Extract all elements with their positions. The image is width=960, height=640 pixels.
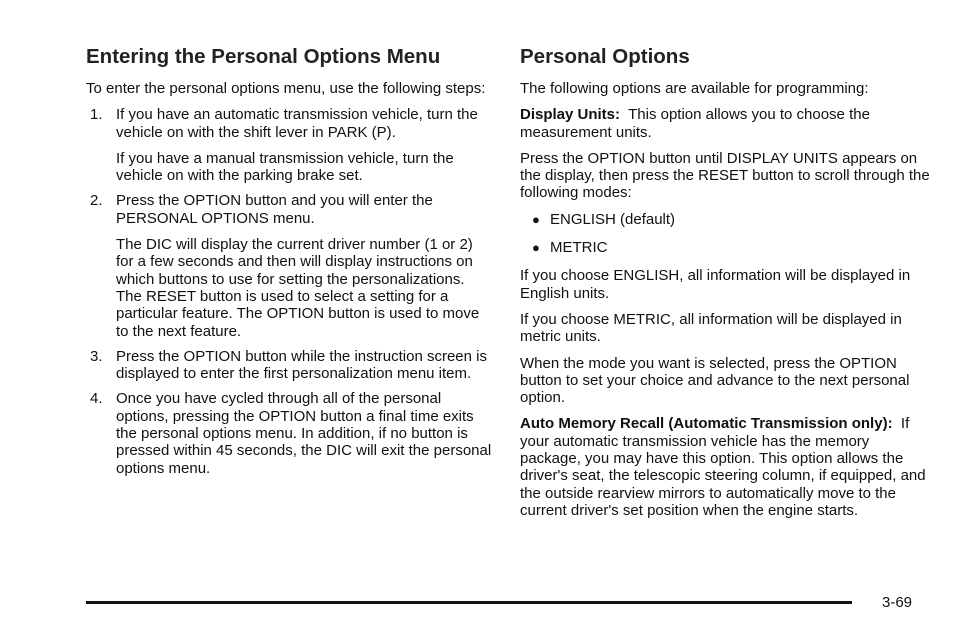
step-paragraph: Press the OPTION button while the instruction screen is displayed to enter the first personalization menu item. [116, 347, 487, 383]
step-body [116, 390, 494, 476]
list-item-mode-metric [520, 239, 930, 256]
list-item-mode-english [520, 211, 930, 228]
auto-memory-label: Auto Memory Recall (Automatic Transmission only): [520, 415, 893, 433]
page-number: 3-69 [882, 594, 913, 611]
step-paragraph: Press the OPTION button and you will enter the PERSONAL OPTIONS menu. [116, 192, 433, 227]
steps-list [86, 106, 494, 477]
bullet-icon: ● [532, 240, 540, 256]
section-heading-personal-options: Personal Options [520, 45, 690, 68]
selected-note-paragraph: When the mode you want is selected, press the OPTION button to set your choice and advance to the next personal option. [520, 354, 910, 407]
display-units-label: Display Units: [520, 106, 621, 124]
list-item-step-3 [86, 348, 494, 383]
auto-memory-text: If your automatic transmission vehicle has the memory package, you may have this option. This option allows the driver's seat, the telescopic steering column, if equipped, and the outside rearview mirrors to automatically move to the current driver's set position when the engine starts. [520, 415, 926, 519]
intro-paragraph: The following options are available for programming: [520, 80, 869, 97]
footer-divider [86, 601, 852, 604]
bullet-icon: ● [532, 211, 540, 227]
step-paragraph: If you have a manual transmission vehicle, turn the vehicle on with the parking brake set. [116, 149, 454, 185]
mode-label: METRIC [550, 239, 608, 257]
press-option-paragraph: Press the OPTION button until DISPLAY UNITS appears on the display, then press the RESET button to scroll through the following modes: [520, 149, 930, 202]
modes-list [520, 211, 930, 257]
display-units-text: This option allows you to choose the measurement units. [520, 106, 870, 141]
step-paragraph: Once you have cycled through all of the personal options, pressing the OPTION button a final time exits the personal options menu. In addition, if no button is pressed within 45 seconds, the DIC will exit the personal options menu. [116, 390, 492, 477]
metric-note-paragraph: If you choose METRIC, all information will be displayed in metric units. [520, 310, 902, 346]
step-paragraph: The DIC will display the current driver number (1 or 2) for a few seconds and then will display instructions on which buttons to use for setting the personalizations. The RESET button is used to select a setting for a particular feature. The OPTION button is used to move to the next feature. [116, 236, 480, 340]
step-number: 4. [90, 390, 103, 408]
step-number: 1. [90, 106, 103, 124]
step-body [116, 192, 494, 339]
list-item-step-4 [86, 390, 494, 476]
step-body [116, 106, 494, 184]
section-heading-entering-menu: Entering the Personal Options Menu [86, 45, 441, 68]
mode-label: ENGLISH (default) [550, 210, 676, 228]
step-body [116, 348, 494, 383]
list-item-step-1 [86, 106, 494, 184]
step-paragraph: If you have an automatic transmission vehicle, turn the vehicle on with the shift lever in PARK (P). [116, 106, 478, 141]
english-note-paragraph: If you choose ENGLISH, all information will be displayed in English units. [520, 267, 911, 302]
left-column [86, 44, 494, 485]
step-number: 3. [90, 347, 103, 365]
list-item-step-2 [86, 192, 494, 339]
step-number: 2. [90, 192, 103, 210]
auto-memory-paragraph [520, 415, 930, 519]
intro-paragraph: To enter the personal options menu, use the following steps: [86, 80, 486, 97]
display-units-paragraph [520, 106, 930, 141]
right-column [520, 44, 930, 528]
